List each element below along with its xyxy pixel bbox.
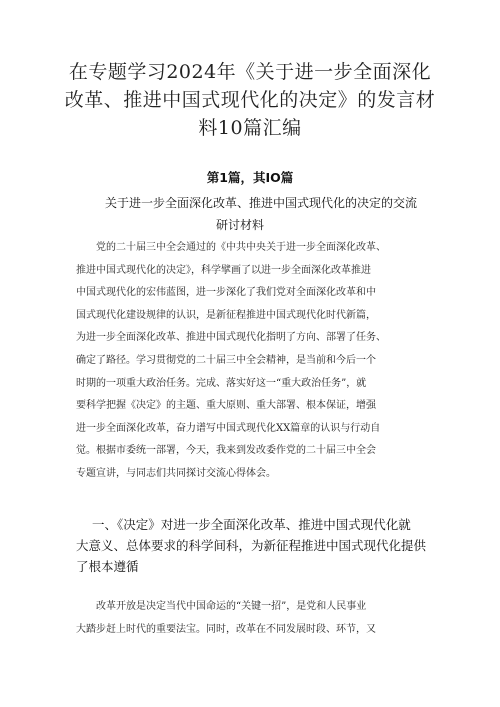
section-heading-line: 一、《决定》对进一步全面深化改革、推进中国式现代化就 — [92, 517, 411, 532]
paragraph-line: 改革开放是决定当代中国命运的“关键一招”，是党和人民事业 — [96, 601, 367, 612]
article-title-line: 关于进一步全面深化改革、推进中国式现代化的决定的交流 — [105, 196, 418, 210]
paragraph-line: 进一步全面深化改革，奋力谱写中国式现代化XX篇章的认识与行动自 — [76, 422, 381, 434]
document-title — [60, 58, 440, 142]
section-heading-line: 大意义、总体要求的科学间科，为新征程推进中国式现代化提供 — [76, 538, 427, 553]
article-title-line: 研讨材料 — [215, 218, 264, 232]
paragraph-line: 大踏步赶上时代的重要法宝。同时，改革在不同发展时段、环节，又 — [76, 623, 376, 635]
paragraph-line: 为进一步全面深化改革、推进中国式现代化指明了方向、部署了任务、 — [76, 332, 386, 344]
document-title-line: 在专题学习2024年《关于进一步全面深化 — [68, 61, 432, 83]
paragraph-line: 要科学把握《决定》的主题、重大原则、重大部署、根本保证，增强 — [76, 400, 376, 412]
section-heading-line: 了根本遵循 — [76, 559, 139, 574]
paragraph-line: 确定了路径。学习贯彻党的二十届三中全会精神，是当前和今后一个 — [76, 354, 376, 366]
paragraph-line: 专题宣讲，与同志们共同探讨交流心得体会。 — [76, 467, 276, 479]
paragraph-line: 国式现代化建设规律的认识，是新征程推进中国式现代化时代新篇， — [76, 309, 376, 321]
section-heading — [76, 514, 438, 577]
paragraph-line: 党的二十届三中全会通过的《中共中央关于进一步全面深化改革、 — [96, 242, 386, 253]
paragraph-line: 中国式现代化的宏伟蓝图，进一步深化了我们党对全面深化改革和中 — [76, 287, 376, 299]
second-paragraph — [76, 596, 438, 641]
chapter-heading: 第1篇，其IO篇 — [206, 170, 294, 185]
document-title-line: 料10篇汇编 — [198, 117, 302, 139]
document-title-line: 改革、推进中国式现代化的决定》的发言材 — [64, 89, 436, 111]
paragraph-line: 时期的一项重大政治任务。完成、落实好这一“重大政治任务”，就 — [76, 377, 367, 389]
intro-paragraph — [76, 237, 438, 486]
paragraph-line: 推进中国式现代化的决定》，科学擘画了以进一步全面深化改革推进 — [76, 264, 371, 276]
article-title — [60, 192, 440, 236]
paragraph-line: 觉。根据市委统一部署，今天，我来到发改委作党的二十届三中全会 — [76, 445, 376, 457]
